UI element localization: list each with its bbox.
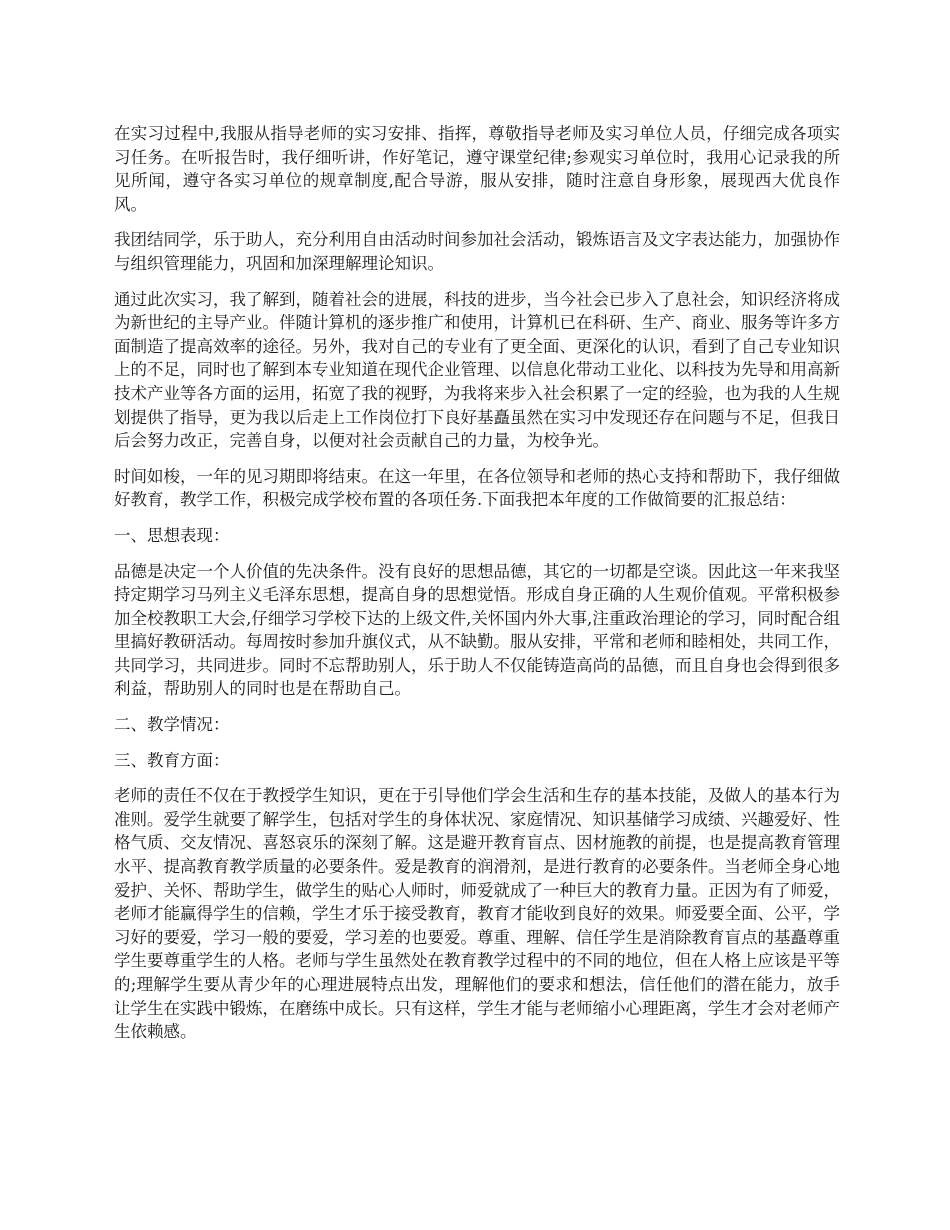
section-heading-ideology: 一、思想表现： (114, 525, 230, 545)
section-heading-teaching: 二、教学情况： (114, 715, 230, 735)
paragraph-teamwork: 我团结同学，乐于助人，充分利用自由活动时间参加社会活动，锻炼语言及文字表达能力，加强协作与组织管理能力，巩固和加深理解理论知识。 (114, 230, 840, 273)
section-heading-education: 三、教育方面： (114, 750, 230, 770)
paragraph-year-summary-intro: 时间如梭，一年的见习期即将结束。在这一年里，在各位领导和老师的热心支持和帮助下，我仔细做好教育，教学工作，积极完成学校布置的各项任务.下面我把本年度的工作做简要的汇报总结： (114, 466, 840, 510)
paragraph-internship-insights: 通过此次实习，我了解到，随着社会的进展，科技的进步，当今社会已步入了息社会，知识经济将成为新世纪的主导产业。伴随计算机的逐步推广和使用，计算机已在科研、生产、商业、服务等许多方面制造了提高效率的途径。另外，我对自己的专业有了更全面、更深化的认识，看到了自己专业知识上的不足，同时也了解到本专业知道在现代企业管理、以信息化带动工业化、以科技为先导和用高新技术产业等各方面的运用，拓宽了我的视野，为我将来步入社会积累了一定的经验，也为我的人生规划提供了指导，更为我以后走上工作岗位打下良好基矗虽然在实习中发现还存在问题与不足，但我日后会努力改正，完善自身，以便对社会贡献自己的力量，为校争光。 (114, 289, 840, 451)
paragraph-education: 老师的责任不仅在于教授学生知识，更在于引导他们学会生活和生存的基本技能，及做人的基本行为准则。爱学生就要了解学生，包括对学生的身体状况、家庭情况、知识基储学习成绩、兴趣爱好、性格气质、交友情况、喜怒哀乐的深刻了解。这是避开教育盲点、因材施教的前提，也是提高教育管理水平、提高教育教学质量的必要条件。爱是教育的润滑剂，是进行教育的必要条件。当老师全身心地爱护、关怀、帮助学生，做学生的贴心人师时，师爱就成了一种巨大的教育力量。正因为有了师爱，老师才能赢得学生的信赖，学生才乐于接受教育，教育才能收到良好的效果。师爱要全面、公平，学习好的要爱，学习一般的要爱，学习差的也要爱。尊重、理解、信任学生是消除教育盲点的基矗尊重学生要尊重学生的人格。老师与学生虽然处在教育教学过程中的不同的地位，但在人格上应该是平等的;理解学生要从青少年的心理进展特点出发，理解他们的要求和想法，信任他们的潜在能力，放手让学生在实践中锻炼，在磨练中成长。只有这样，学生才能与老师缩小心理距离，学生才会对老师产生依赖感。 (114, 786, 840, 1042)
document-body (114, 122, 840, 1056)
paragraph-ideology: 品德是决定一个人价值的先决条件。没有良好的思想品德，其它的一切都是空谈。因此这一年来我坚持定期学习马列主义毛泽东思想，提高自身的思想觉悟。形成自身正确的人生观价值观。平常积极参加全校教职工大会,仔细学习学校下达的上级文件,关怀国内外大事,注重政治理论的学习，同时配合组里搞好教研活动。每周按时参加升旗仪式，从不缺勤。服从安排，平常和老师和睦相处，共同工作，共同学习，共同进步。同时不忘帮助别人，乐于助人不仅能铸造高尚的品德，而且自身也会得到很多利益，帮助别人的同时也是在帮助自己。 (114, 561, 840, 699)
paragraph-internship-conduct: 在实习过程中,我服从指导老师的实习安排、指挥，尊敬指导老师及实习单位人员，仔细完成各项实习任务。在听报告时，我仔细听讲，作好笔记，遵守课堂纪律;参观实习单位时，我用心记录我的所见所闻，遵守各实习单位的规章制度,配合导游，服从安排，随时注意自身形象，展现西大优良作风。 (114, 124, 840, 214)
